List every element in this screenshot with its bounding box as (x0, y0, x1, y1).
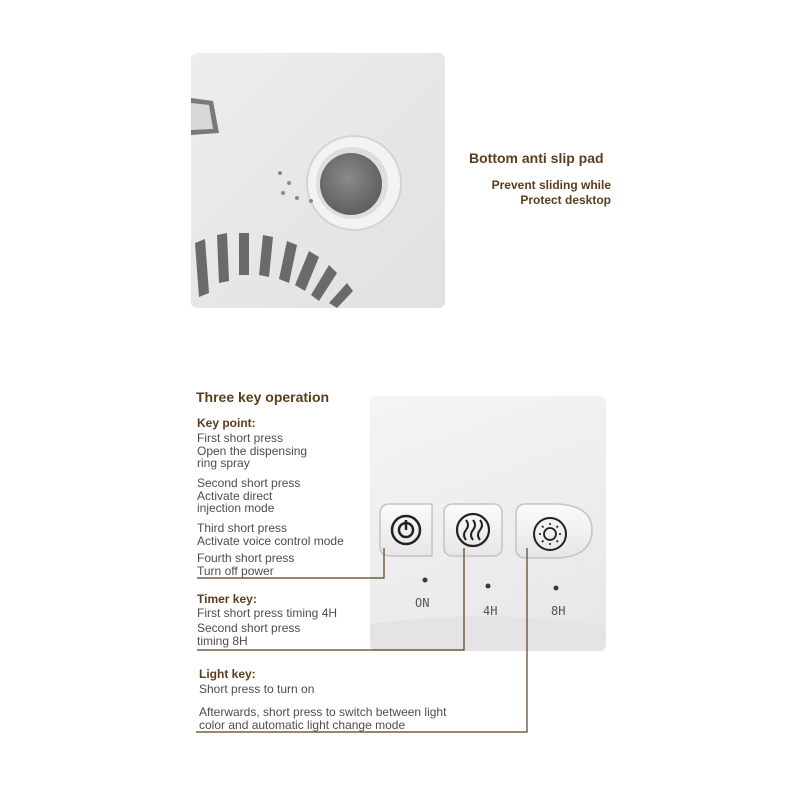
operation-title: Three key operation (196, 389, 330, 405)
timer-first: First short press timing 4H (197, 606, 338, 620)
keypoint-fourth-2: Turn off power (197, 563, 274, 578)
keypoint-label: Key point: (197, 416, 256, 430)
vent-slots (195, 233, 353, 308)
keypoint-fourth-1: Fourth short press (197, 551, 295, 565)
on-indicator-dot (423, 578, 428, 583)
light-indicator-dot (554, 586, 559, 591)
device-bottom-illustration (191, 53, 445, 308)
control-keys-photo (370, 396, 606, 651)
antislip-line2: Protect desktop (520, 193, 611, 207)
timer-second-1: Second short press (197, 621, 301, 635)
anti-slip-pad (320, 153, 382, 215)
light-line2: Afterwards, short press to switch between light (199, 705, 447, 719)
timer-label: Timer key: (197, 592, 257, 606)
antislip-title: Bottom anti slip pad (469, 150, 604, 166)
timer-4h-label: 4H (483, 604, 498, 618)
light-line1: Short press to turn on (199, 682, 315, 696)
keypoint-second-1: Second short press (197, 476, 301, 490)
light-label: Light key: (199, 667, 256, 681)
anti-slip-pad-photo (191, 53, 445, 308)
antislip-line1: Prevent sliding while (491, 178, 611, 192)
keypoint-first-3: ring spray (197, 456, 250, 470)
keypoint-first-1: First short press (197, 431, 284, 445)
keypoint-third-1: Third short press (197, 521, 288, 535)
timer-second-2: timing 8H (197, 633, 248, 648)
timer-indicator-dot (486, 584, 491, 589)
light-8h-label: 8H (551, 604, 566, 618)
on-label: ON (415, 596, 430, 610)
light-line3: color and automatic light change mode (199, 717, 406, 732)
keypoint-second-3: injection mode (197, 501, 275, 515)
keypoint-first-2: Open the dispensing (197, 443, 308, 458)
keypoint-second-2: Activate direct (197, 488, 273, 503)
keypoint-third-2: Activate voice control mode (197, 533, 344, 548)
